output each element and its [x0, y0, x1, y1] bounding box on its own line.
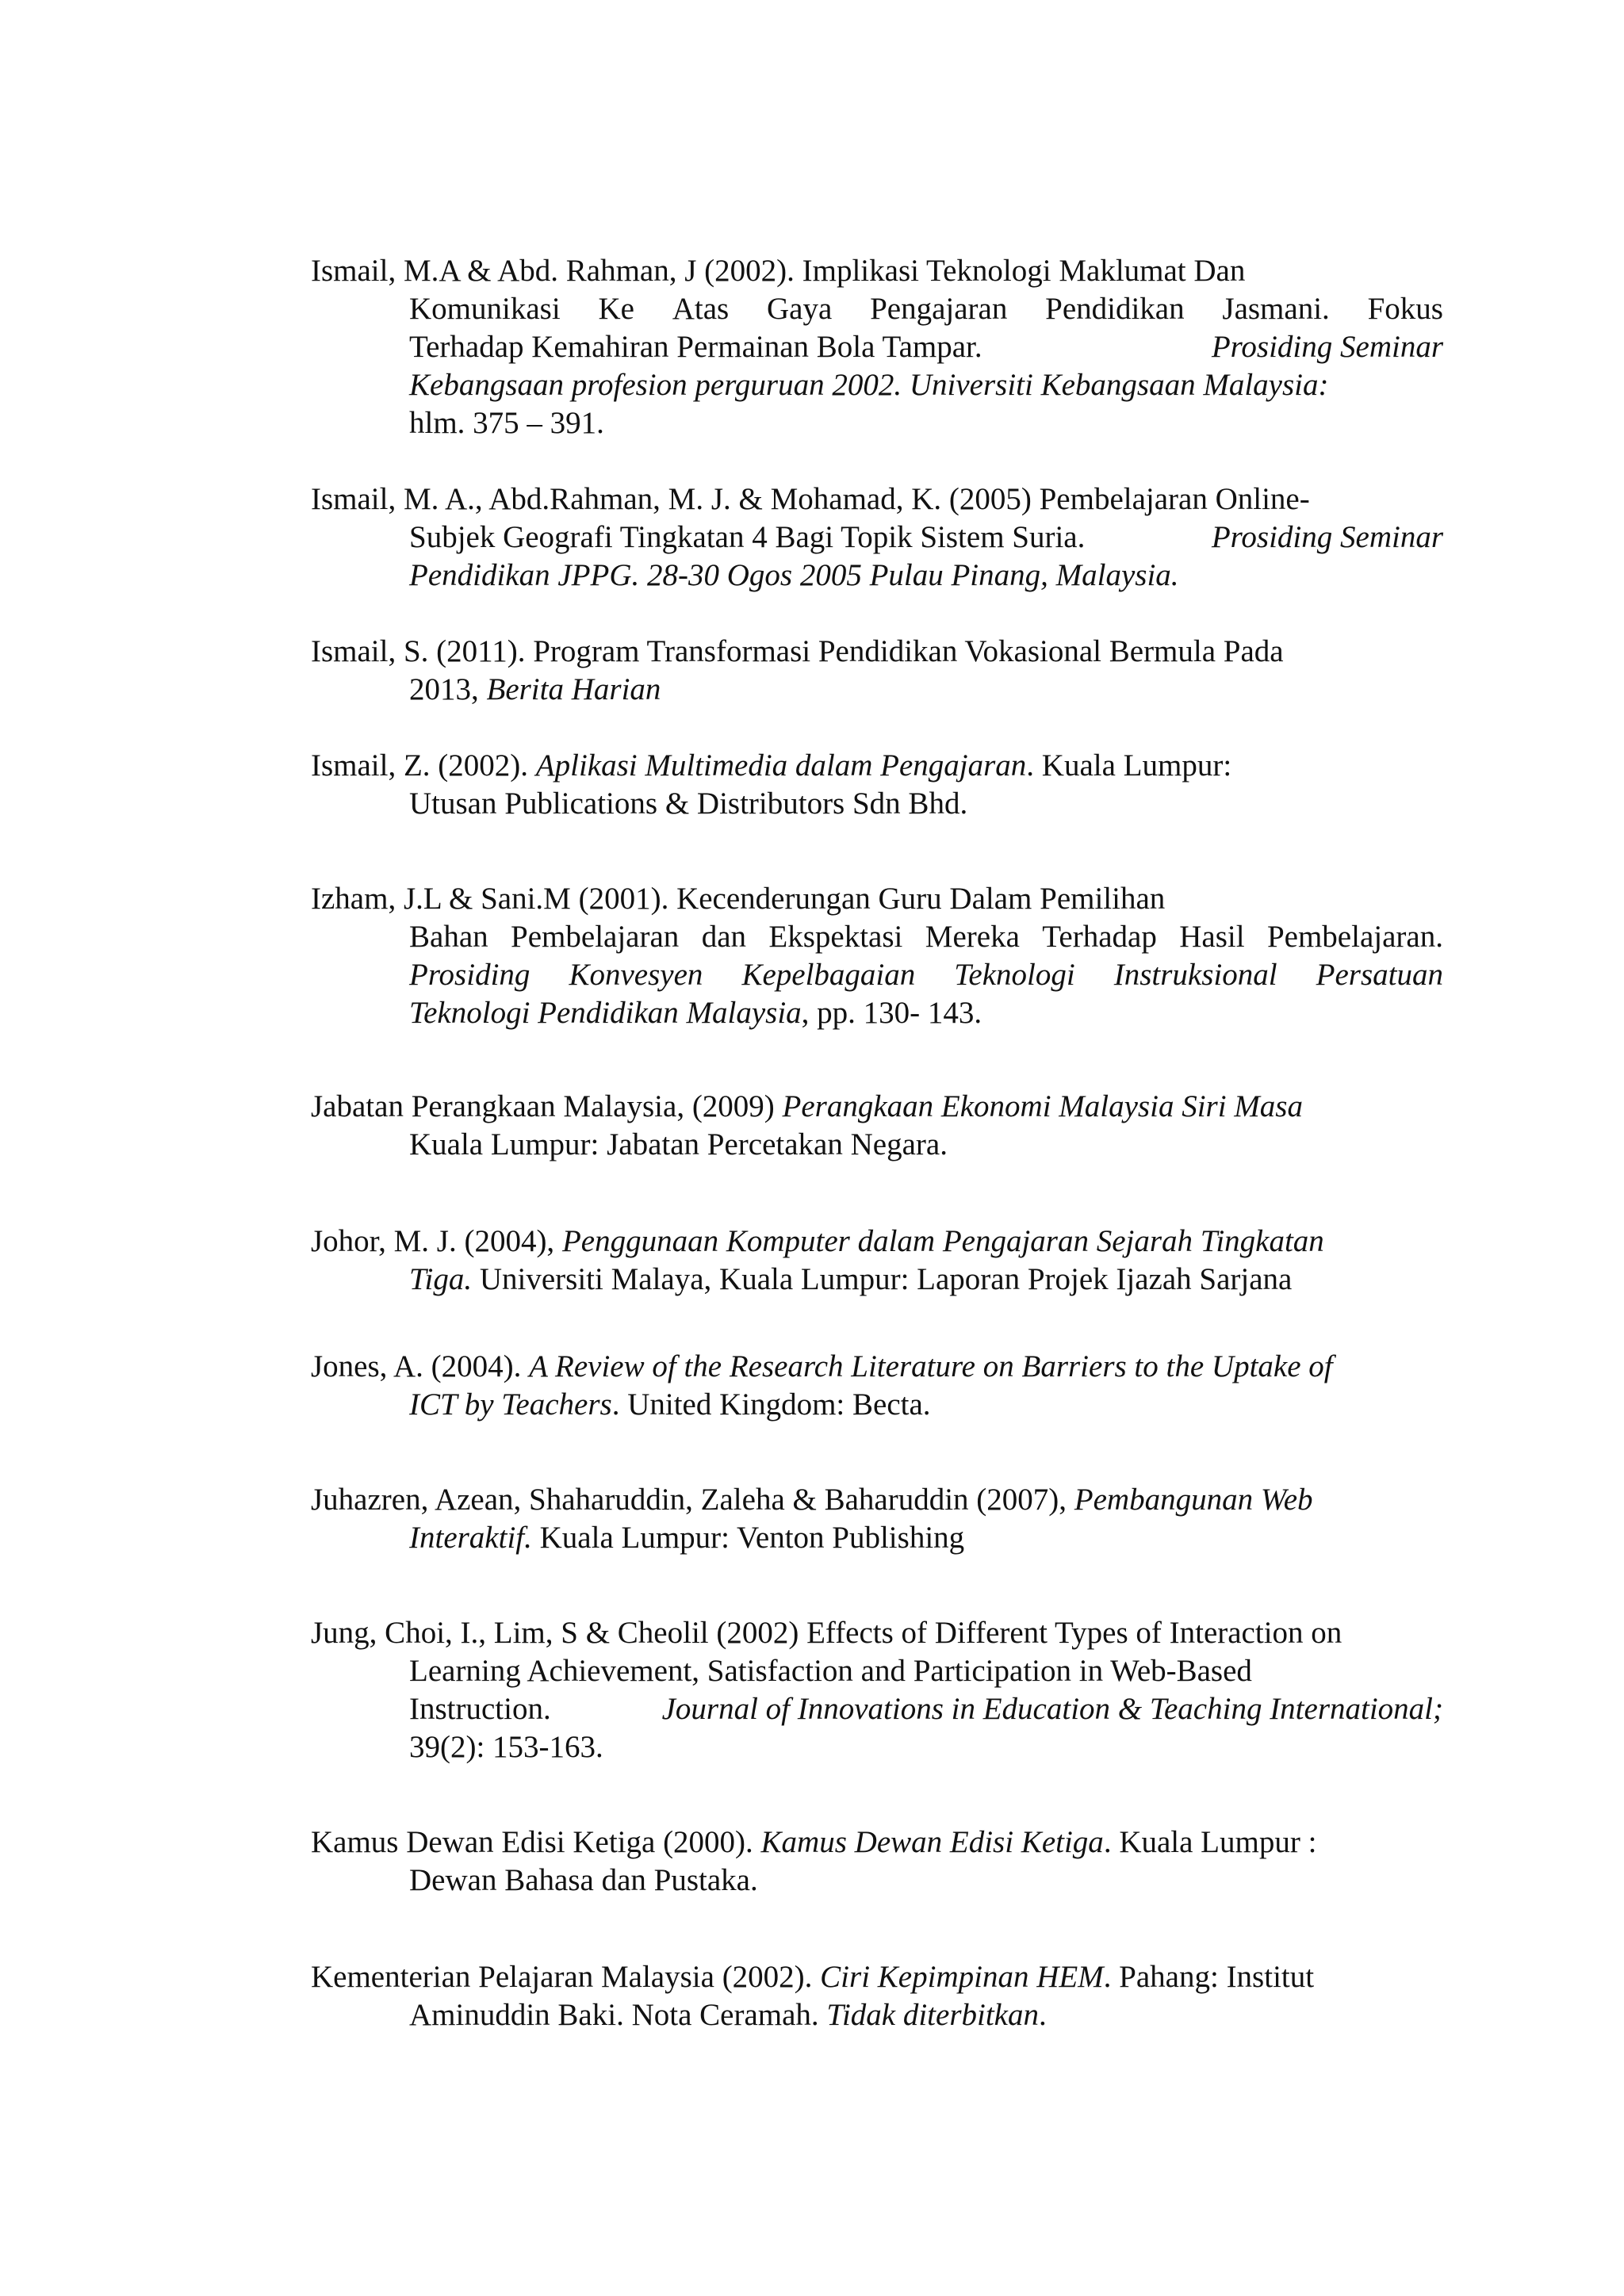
reference-line: Pendidikan JPPG. 28-30 Ogos 2005 Pulau Pinang, Malaysia. [409, 558, 1179, 592]
reference-entry [311, 1614, 1443, 1766]
reference-entry [311, 880, 1443, 1032]
reference-line: Ismail, S. (2011). Program Transformasi Pendidikan Vokasional Bermula Pada [311, 634, 1284, 668]
reference-line: hlm. 375 – 391. [409, 406, 604, 440]
reference-line: Subjek Geografi Tingkatan 4 Bagi Topik Sistem Suria. Prosiding Seminar [409, 520, 1443, 554]
reference-entry [311, 1958, 1443, 2034]
reference-line: Izham, J.L & Sani.M (2001). Kecenderungan Guru Dalam Pemilihan [311, 882, 1166, 916]
reference-entry [311, 633, 1443, 709]
reference-line: Aminuddin Baki. Nota Ceramah. Tidak diterbitkan. [409, 1998, 1047, 2032]
reference-line: Juhazren, Azean, Shaharuddin, Zaleha & Baharuddin (2007), Pembangunan Web [311, 1483, 1313, 1517]
reference-line: Jones, A. (2004). A Review of the Research Literature on Barriers to the Uptake of [311, 1349, 1333, 1383]
reference-line: Ismail, Z. (2002). Aplikasi Multimedia dalam Pengajaran. Kuala Lumpur: [311, 748, 1232, 783]
reference-line: Teknologi Pendidikan Malaysia, pp. 130- 143. [409, 996, 982, 1030]
reference-line: Komunikasi Ke Atas Gaya Pengajaran Pendidikan Jasmani. Fokus [409, 292, 1443, 326]
reference-line: Johor, M. J. (2004), Penggunaan Komputer dalam Pengajaran Sejarah Tingkatan [311, 1224, 1324, 1258]
reference-line: Bahan Pembelajaran dan Ekspektasi Mereka Terhadap Hasil Pembelajaran. [409, 920, 1443, 954]
reference-entry [311, 1823, 1443, 1900]
reference-entry [311, 1088, 1443, 1164]
reference-entry [311, 252, 1443, 442]
reference-line: Tiga. Universiti Malaya, Kuala Lumpur: Laporan Projek Ijazah Sarjana [409, 1262, 1293, 1296]
reference-entry [311, 747, 1443, 823]
reference-line: ICT by Teachers. United Kingdom: Becta. [409, 1387, 931, 1422]
reference-line: Kebangsaan profesion perguruan 2002. Universiti Kebangsaan Malaysia: [409, 368, 1329, 402]
reference-line: Utusan Publications & Distributors Sdn Bhd. [409, 786, 968, 821]
reference-line: Kuala Lumpur: Jabatan Percetakan Negara. [409, 1127, 948, 1161]
reference-entry [311, 1481, 1443, 1557]
reference-entry [311, 480, 1443, 595]
reference-line: Ismail, M. A., Abd.Rahman, M. J. & Mohamad, K. (2005) Pembelajaran Online- [311, 482, 1310, 516]
reference-line: Interaktif. Kuala Lumpur: Venton Publishing [409, 1521, 965, 1555]
reference-line: Learning Achievement, Satisfaction and Participation in Web-Based [409, 1654, 1252, 1688]
reference-line: 2013, Berita Harian [409, 672, 661, 706]
reference-line: Dewan Bahasa dan Pustaka. [409, 1863, 758, 1897]
reference-line: Kamus Dewan Edisi Ketiga (2000). Kamus Dewan Edisi Ketiga. Kuala Lumpur : [311, 1825, 1317, 1859]
reference-line: Prosiding Konvesyen Kepelbagaian Teknologi Instruksional Persatuan [409, 958, 1443, 992]
reference-line: Terhadap Kemahiran Permainan Bola Tampar. Prosiding Seminar [409, 330, 1443, 364]
reference-entry [311, 1348, 1443, 1424]
reference-line: Kementerian Pelajaran Malaysia (2002). Ciri Kepimpinan HEM. Pahang: Institut [311, 1960, 1315, 1994]
reference-line: Jung, Choi, I., Lim, S & Cheolil (2002) Effects of Different Types of Interaction on [311, 1616, 1342, 1650]
reference-line: Jabatan Perangkaan Malaysia, (2009) Perangkaan Ekonomi Malaysia Siri Masa [311, 1089, 1303, 1123]
reference-line: Instruction. Journal of Innovations in Education & Teaching International; [409, 1692, 1443, 1726]
reference-line: Ismail, M.A & Abd. Rahman, J (2002). Implikasi Teknologi Maklumat Dan [311, 254, 1246, 288]
reference-line: 39(2): 153-163. [409, 1730, 603, 1764]
reference-entry [311, 1223, 1443, 1299]
